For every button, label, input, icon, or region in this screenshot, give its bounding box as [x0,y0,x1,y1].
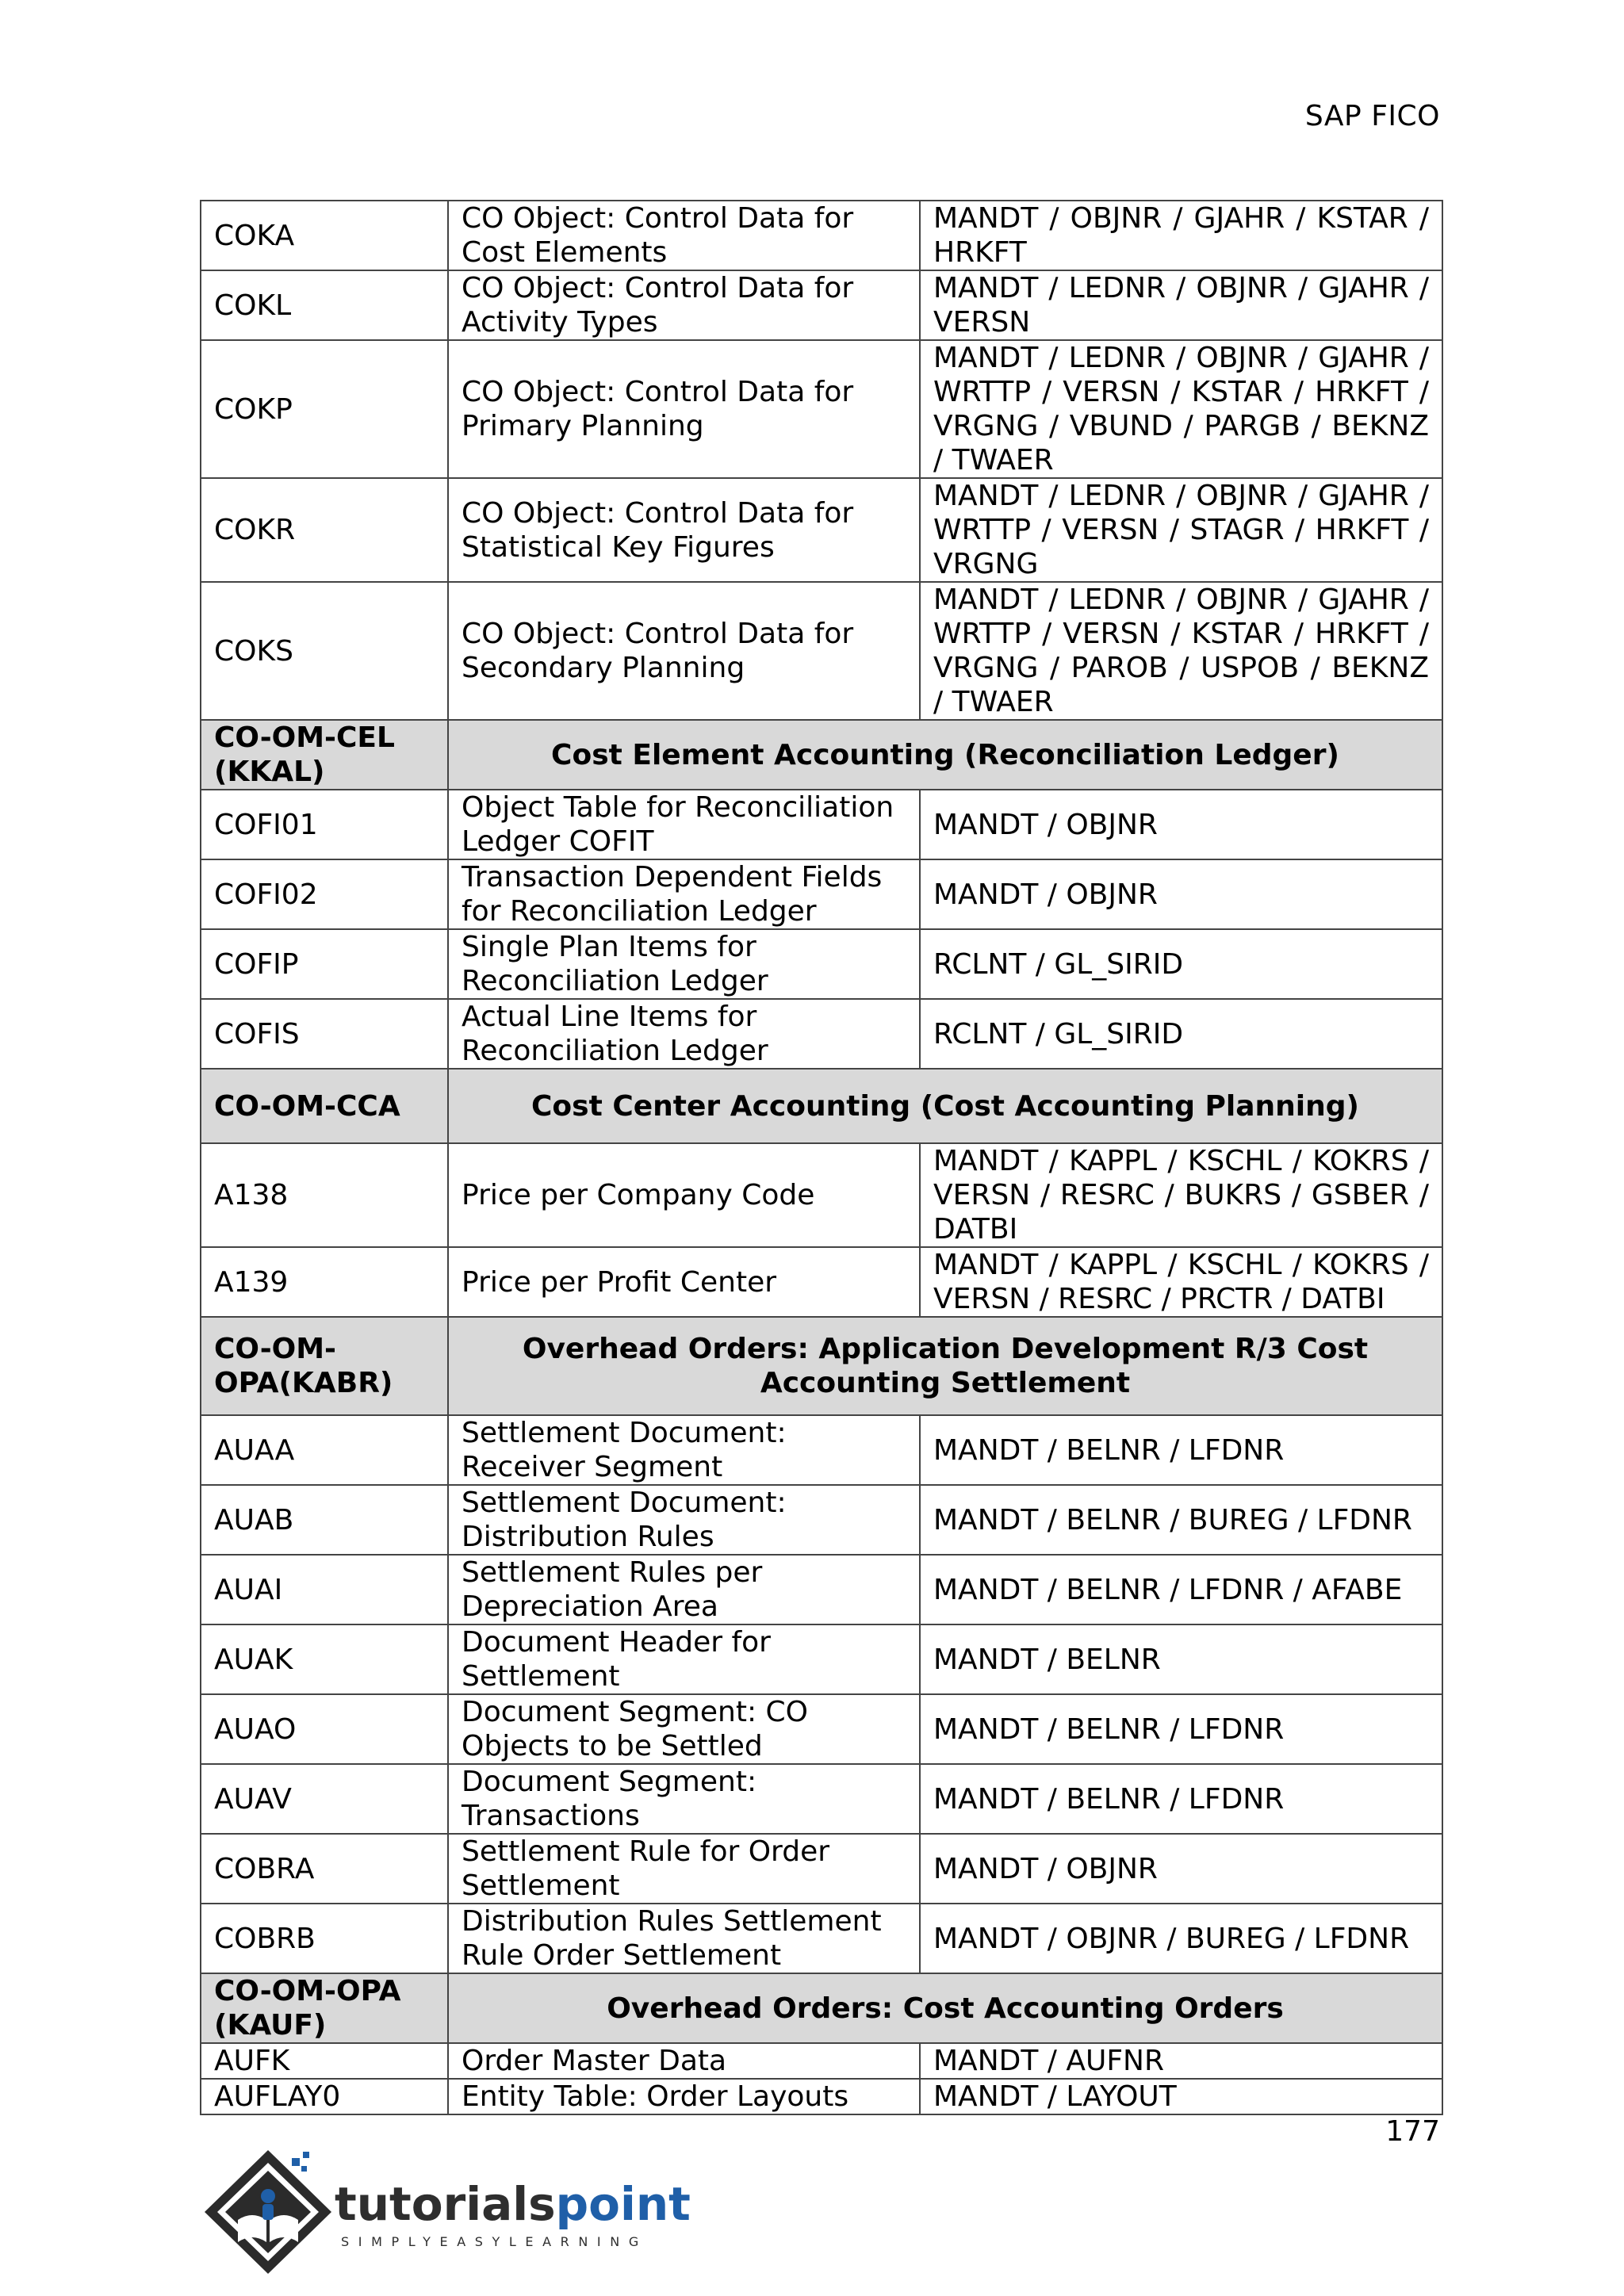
table-code-cell: AUAK [201,1624,448,1694]
table-row [201,1555,1442,1624]
logo-word-tutorials: tutorials [335,2177,556,2231]
table-row [201,340,1442,478]
table-row [201,201,1442,270]
tutorialspoint-logo [197,2144,691,2279]
table-row [201,1415,1442,1485]
logo-tagline: SIMPLYEASYLEARNING [341,2234,648,2249]
table-key-fields-cell: MANDT / OBJNR [920,859,1442,929]
table-code-cell: AUAV [201,1764,448,1834]
table-description-cell: Entity Table: Order Layouts [448,2079,920,2114]
section-code-cell: CO-OM-CEL (KKAL) [201,720,448,790]
table-description-cell: Settlement Rules per Depreciation Area [448,1555,920,1624]
table-code-cell: COBRA [201,1834,448,1904]
table-description-cell: CO Object: Control Data for Statistical Key Figures [448,478,920,582]
table-row [201,1904,1442,1973]
table-code-cell: COFI02 [201,859,448,929]
table-row [201,1834,1442,1904]
table-row [201,1764,1442,1834]
table-code-cell: A139 [201,1247,448,1317]
table-code-cell: COKL [201,270,448,340]
table-row [201,1485,1442,1555]
section-code-cell: CO-OM-OPA(KABR) [201,1317,448,1415]
table-description-cell: Actual Line Items for Reconciliation Ledger [448,999,920,1069]
section-row [201,720,1442,790]
table-row [201,1143,1442,1247]
table-key-fields-cell: MANDT / OBJNR [920,1834,1442,1904]
table-description-cell: Document Header for Settlement [448,1624,920,1694]
table-key-fields-cell: MANDT / KAPPL / KSCHL / KOKRS / VERSN / RESRC / BUKRS / GSBER / DATBI [920,1143,1442,1247]
table-row [201,270,1442,340]
table-code-cell: COKS [201,582,448,720]
table-key-fields-cell: MANDT / AUFNR [920,2043,1442,2079]
table-code-cell: COKR [201,478,448,582]
table-description-cell: CO Object: Control Data for Cost Elements [448,201,920,270]
section-row [201,1973,1442,2043]
table-code-cell: COBRB [201,1904,448,1973]
table-code-cell: COKA [201,201,448,270]
table-description-cell: Settlement Document: Distribution Rules [448,1485,920,1555]
table-description-cell: Transaction Dependent Fields for Reconciliation Ledger [448,859,920,929]
table-code-cell: AUAB [201,1485,448,1555]
table-key-fields-cell: MANDT / OBJNR / BUREG / LFDNR [920,1904,1442,1973]
table-key-fields-cell: MANDT / OBJNR [920,790,1442,859]
table-row [201,929,1442,999]
table-code-cell: A138 [201,1143,448,1247]
table-description-cell: Price per Profit Center [448,1247,920,1317]
table-description-cell: Single Plan Items for Reconciliation Ledger [448,929,920,999]
table-key-fields-cell: MANDT / BELNR / BUREG / LFDNR [920,1485,1442,1555]
sap-table-list [200,200,1443,2115]
table-row [201,1694,1442,1764]
table-description-cell: Document Segment: Transactions [448,1764,920,1834]
table-row [201,1624,1442,1694]
table-description-cell: CO Object: Control Data for Secondary Planning [448,582,920,720]
table-key-fields-cell: MANDT / BELNR / LFDNR [920,1764,1442,1834]
table-code-cell: COFIS [201,999,448,1069]
table-description-cell: Object Table for Reconciliation Ledger COFIT [448,790,920,859]
page-number: 177 [1385,2115,1440,2148]
tutorialspoint-logo-icon [197,2144,339,2279]
table-key-fields-cell: MANDT / OBJNR / GJAHR / KSTAR / HRKFT [920,201,1442,270]
table-description-cell: Settlement Rule for Order Settlement [448,1834,920,1904]
section-title-cell: Cost Center Accounting (Cost Accounting Planning) [448,1069,1442,1143]
table-description-cell: Document Segment: CO Objects to be Settled [448,1694,920,1764]
logo-word-point: point [555,2177,691,2231]
logo-wordmark [335,2179,691,2229]
section-code-cell: CO-OM-OPA (KAUF) [201,1973,448,2043]
table-code-cell: COFIP [201,929,448,999]
table-description-cell: Settlement Document: Receiver Segment [448,1415,920,1485]
table-key-fields-cell: MANDT / KAPPL / KSCHL / KOKRS / VERSN / RESRC / PRCTR / DATBI [920,1247,1442,1317]
table-row [201,1247,1442,1317]
table-key-fields-cell: MANDT / BELNR / LFDNR / AFABE [920,1555,1442,1624]
table-code-cell: COKP [201,340,448,478]
table-key-fields-cell: MANDT / LEDNR / OBJNR / GJAHR / VERSN [920,270,1442,340]
table-row [201,582,1442,720]
table-key-fields-cell: MANDT / BELNR / LFDNR [920,1415,1442,1485]
table-description-cell: CO Object: Control Data for Primary Planning [448,340,920,478]
table-row [201,999,1442,1069]
table-key-fields-cell: RCLNT / GL_SIRID [920,999,1442,1069]
table-key-fields-cell: MANDT / LEDNR / OBJNR / GJAHR / WRTTP / VERSN / KSTAR / HRKFT / VRGNG / VBUND / PARGB / BEKNZ / TWAER [920,340,1442,478]
section-row [201,1317,1442,1415]
table-code-cell: COFI01 [201,790,448,859]
table-description-cell: Price per Company Code [448,1143,920,1247]
table-row [201,478,1442,582]
section-code-cell: CO-OM-CCA [201,1069,448,1143]
table-row [201,859,1442,929]
table-key-fields-cell: RCLNT / GL_SIRID [920,929,1442,999]
table-key-fields-cell: MANDT / LAYOUT [920,2079,1442,2114]
table-description-cell: CO Object: Control Data for Activity Types [448,270,920,340]
table-row [201,2043,1442,2079]
section-title-cell: Overhead Orders: Application Development R/3 Cost Accounting Settlement [448,1317,1442,1415]
section-title-cell: Overhead Orders: Cost Accounting Orders [448,1973,1442,2043]
table-code-cell: AUFLAY0 [201,2079,448,2114]
table-description-cell: Distribution Rules Settlement Rule Order Settlement [448,1904,920,1973]
section-title-cell: Cost Element Accounting (Reconciliation Ledger) [448,720,1442,790]
table-code-cell: AUAI [201,1555,448,1624]
table-key-fields-cell: MANDT / LEDNR / OBJNR / GJAHR / WRTTP / VERSN / STAGR / HRKFT / VRGNG [920,478,1442,582]
table-key-fields-cell: MANDT / BELNR [920,1624,1442,1694]
table-code-cell: AUFK [201,2043,448,2079]
table-code-cell: AUAO [201,1694,448,1764]
table-row [201,2079,1442,2114]
table-key-fields-cell: MANDT / BELNR / LFDNR [920,1694,1442,1764]
running-header: SAP FICO [1304,100,1440,132]
table-key-fields-cell: MANDT / LEDNR / OBJNR / GJAHR / WRTTP / VERSN / KSTAR / HRKFT / VRGNG / PAROB / USPOB / BEKNZ / TWAER [920,582,1442,720]
table-code-cell: AUAA [201,1415,448,1485]
table-description-cell: Order Master Data [448,2043,920,2079]
section-row [201,1069,1442,1143]
table-row [201,790,1442,859]
